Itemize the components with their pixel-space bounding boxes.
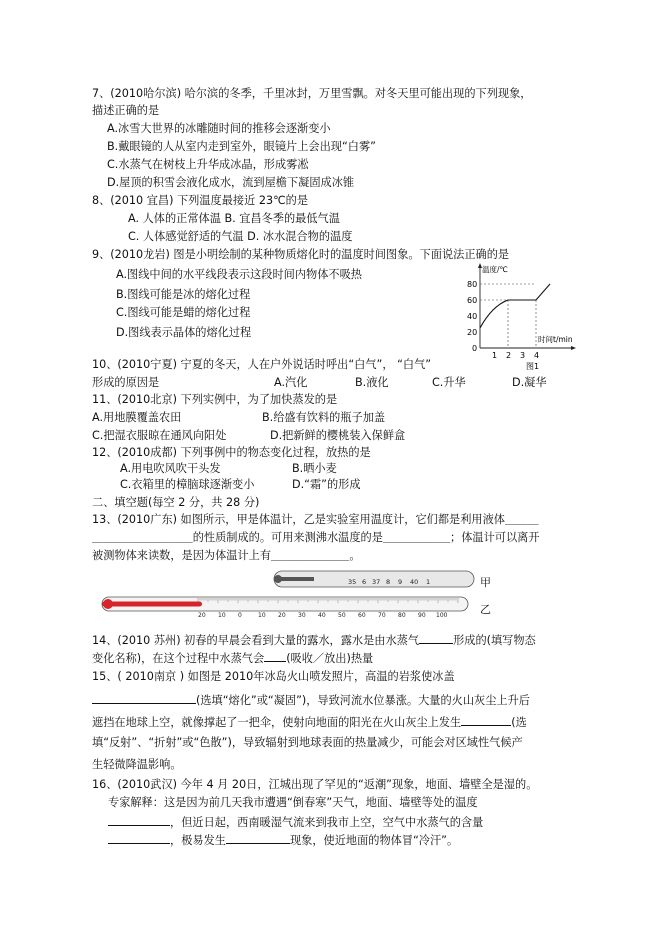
y-axis-label: 温度/℃	[482, 265, 508, 274]
q15-line3	[92, 714, 527, 730]
q10-stem: 10、(2010宁夏) 宁夏的冬天，人在户外说话时呼出“白气”， “白气”	[92, 358, 432, 371]
q8-options-cd: C. 人体感觉舒适的气温 D. 冰水混合物的温度	[128, 230, 353, 243]
x-axis-arrow	[571, 346, 576, 350]
q15-line1: 15、( 2010南京 ) 如图是 2010年冰岛火山喷发照片，高温的岩浆使冰盖	[92, 670, 455, 683]
q15-text-3a: 遮挡在地球上空，就像撑起了一把伞，使射向地面的阳光在火山灰尘上发生	[92, 716, 462, 729]
lab-tick-label: 10	[218, 612, 226, 619]
q15-text-2: (选填“熔化”或“凝固”)，导致河流水位暴涨。大量的火山灰尘上升后	[196, 694, 530, 707]
lab-tick-label: 90	[418, 612, 426, 619]
q16-line3	[108, 814, 483, 830]
q16-blank-3	[226, 832, 290, 844]
q11-stem: 11、(2010北京) 下列实例中，为了加快蒸发的是	[92, 393, 338, 406]
lab-tick-label: 80	[398, 612, 406, 619]
q15-blank-2	[461, 714, 511, 726]
x-tick-3: 3	[520, 351, 526, 360]
clinical-tick-35: 35	[348, 578, 357, 586]
q12-option-b: B.晒小麦	[292, 462, 337, 475]
graph-caption: 图1	[526, 362, 540, 370]
q16-blank-2	[108, 832, 170, 844]
q7-option-d: D.屋顶的积雪会液化成水，流到屋檐下凝固成冰锥	[107, 176, 355, 189]
q12-option-a: A.用电吹风吹干头发	[120, 462, 221, 475]
q16-line1: 16、(2010武汉) 今年 4 月 20日，江城出现了罕见的“返潮”现象，地面、墙壁全是湿的。	[92, 778, 538, 791]
q9-option-d: D.图线表示晶体的熔化过程	[116, 326, 252, 339]
q9-stem: 9、(2010龙岩) 图是小明绘制的某种物质熔化时的温度时间图象。下面说法正确的是	[92, 248, 510, 261]
q10-option-b: B.液化	[355, 376, 389, 389]
q14-blank-1	[419, 632, 453, 644]
y-tick-80: 80	[467, 280, 478, 289]
lab-tick-label: 70	[378, 612, 386, 619]
thermometers-figure	[98, 565, 518, 621]
q7-option-a: A.冰雪大世界的冰雕随时间的推移会逐渐变小	[107, 122, 331, 135]
lab-tick-label: 50	[338, 612, 346, 619]
clinical-tick-1: 1	[426, 578, 431, 586]
q16-blank-1	[108, 814, 170, 826]
clinical-tick-6: 6	[362, 578, 367, 586]
y-tick-60: 60	[467, 296, 478, 305]
x-axis-label: 时间t/min	[538, 335, 573, 344]
q8-stem: 8、(2010 宜昌) 下列温度最接近 23℃的是	[92, 194, 309, 207]
q15-line4: 填“反射”、“折射”或“色散”)，导致辐射到地球表面的热量减少，可能会对区域性气候产	[92, 736, 523, 749]
q15-text-3b: (选	[511, 716, 527, 729]
section-heading: 二、填空题(每空 2 分，共 28 分)	[92, 496, 260, 509]
q11-option-c: C.把湿衣服晾在通风向阳处	[92, 429, 227, 442]
q14-text-2a: 变化名称)，在这个过程中水蒸气会	[92, 652, 265, 665]
label-jia: 甲	[480, 576, 491, 589]
q12-option-c: C.衣箱里的樟脑球逐渐变小	[120, 478, 255, 491]
q12-option-d: D.“霜”的形成	[292, 478, 361, 491]
q8-options-ab: A. 人体的正常体温 B. 宜昌冬季的最低气温	[128, 212, 340, 225]
q7-option-b: B.戴眼镜的人从室内走到室外，眼镜片上会出现“白雾”	[107, 140, 376, 153]
q9-option-c: C.图线可能是蜡的熔化过程	[116, 306, 251, 319]
clinical-tick-8: 8	[386, 578, 391, 586]
q14-line2	[92, 650, 373, 666]
lab-thermometer	[102, 597, 468, 619]
q11-option-a: A.用地膜覆盖农田	[92, 411, 182, 424]
clinical-bulb	[274, 575, 282, 583]
q14-text-2b: (吸收／放出)热量	[286, 652, 374, 665]
q14-line1	[92, 632, 536, 648]
q16-text-4a: ，极易发生	[170, 834, 226, 847]
label-yi: 乙	[480, 603, 491, 616]
q7-option-c: C.水蒸气在树枝上升华成冰晶，形成雾凇	[107, 158, 309, 171]
x-tick-1: 1	[492, 351, 498, 360]
q16-line4	[108, 832, 458, 848]
q13-line3: 被测物体来读数，是因为体温计上有＿＿＿＿＿＿＿。	[92, 549, 361, 562]
lab-tick-label: 40	[318, 612, 326, 619]
q15-blank-1	[92, 692, 196, 704]
clinical-tick-37: 37	[372, 578, 381, 586]
lab-tick-label: 20	[278, 612, 286, 619]
lab-tick-label: 30	[298, 612, 306, 619]
q10-option-a: A.汽化	[274, 376, 308, 389]
lab-liquid	[102, 602, 202, 607]
q9-option-a: A.图线中间的水平线段表示这段时间内物体不吸热	[116, 268, 362, 281]
clinical-thermometer	[274, 571, 474, 587]
q14-blank-2	[264, 650, 286, 662]
lab-tick-label: 60	[358, 612, 366, 619]
lab-tick-label: 20	[198, 612, 206, 619]
q10-option-c: C.升华	[432, 376, 466, 389]
x-tick-2: 2	[506, 351, 512, 360]
q10-option-d: D.凝华	[512, 376, 547, 389]
x-tick-4: 4	[534, 351, 540, 360]
q13-line2: ＿＿＿＿＿＿＿＿＿的性质制成的。可用来测沸水温度的是＿＿＿＿＿＿；体温计可以离开	[92, 531, 540, 544]
lab-tick-label: 0	[238, 612, 242, 619]
q16-text-3: ，但近日起，西南暖湿气流来到我市上空，空气中水蒸气的含量	[170, 816, 484, 829]
q9-option-b: B.图线可能是冰的熔化过程	[116, 288, 251, 301]
y-tick-0: 0	[472, 344, 478, 353]
q16-text-4b: 现象，使近地面的物体冒“冷汗”。	[289, 834, 459, 847]
q15-line5: 生轻微降温影响。	[92, 758, 182, 771]
q14-text-1b: 形成的(填写物态	[453, 634, 536, 647]
q15-line2	[92, 692, 530, 708]
clinical-tick-40: 40	[410, 578, 419, 586]
q16-line2: 专家解释：这是因为前几天我市遭遇“倒春寒”天气，地面、墙壁等处的温度	[108, 796, 478, 809]
q14-text-1a: 14、(2010 苏州) 初春的早晨会看到大量的露水，露水是由水蒸气	[92, 634, 420, 647]
y-tick-40: 40	[467, 312, 478, 321]
lab-tick-label: 100	[436, 612, 448, 619]
q11-option-d: D.把新鲜的樱桃装入保鲜盒	[270, 429, 406, 442]
q7-stem-line1: 7、(2010哈尔滨) 哈尔滨的冬季，千里冰封，万里雪飘。对冬天里可能出现的下列现象，	[92, 87, 532, 100]
q10-stem-line2: 形成的原因是	[92, 376, 160, 389]
q7-stem-line2: 描述正确的是	[92, 104, 160, 117]
q13-line1: 13、(2010广东) 如图所示，甲是体温计，乙是实验室用温度计，它们都是利用液体＿＿＿	[92, 513, 539, 526]
lab-bulb	[103, 599, 113, 609]
lab-tick-label: 10	[258, 612, 266, 619]
q12-stem: 12、(2010成都) 下列事例中的物态变化过程，放热的是	[92, 446, 371, 459]
clinical-tick-9: 9	[398, 578, 403, 586]
q11-option-b: B.给盛有饮料的瓶子加盖	[262, 411, 386, 424]
melting-curve	[480, 284, 550, 328]
y-tick-20: 20	[467, 328, 478, 337]
melting-graph	[440, 262, 580, 370]
